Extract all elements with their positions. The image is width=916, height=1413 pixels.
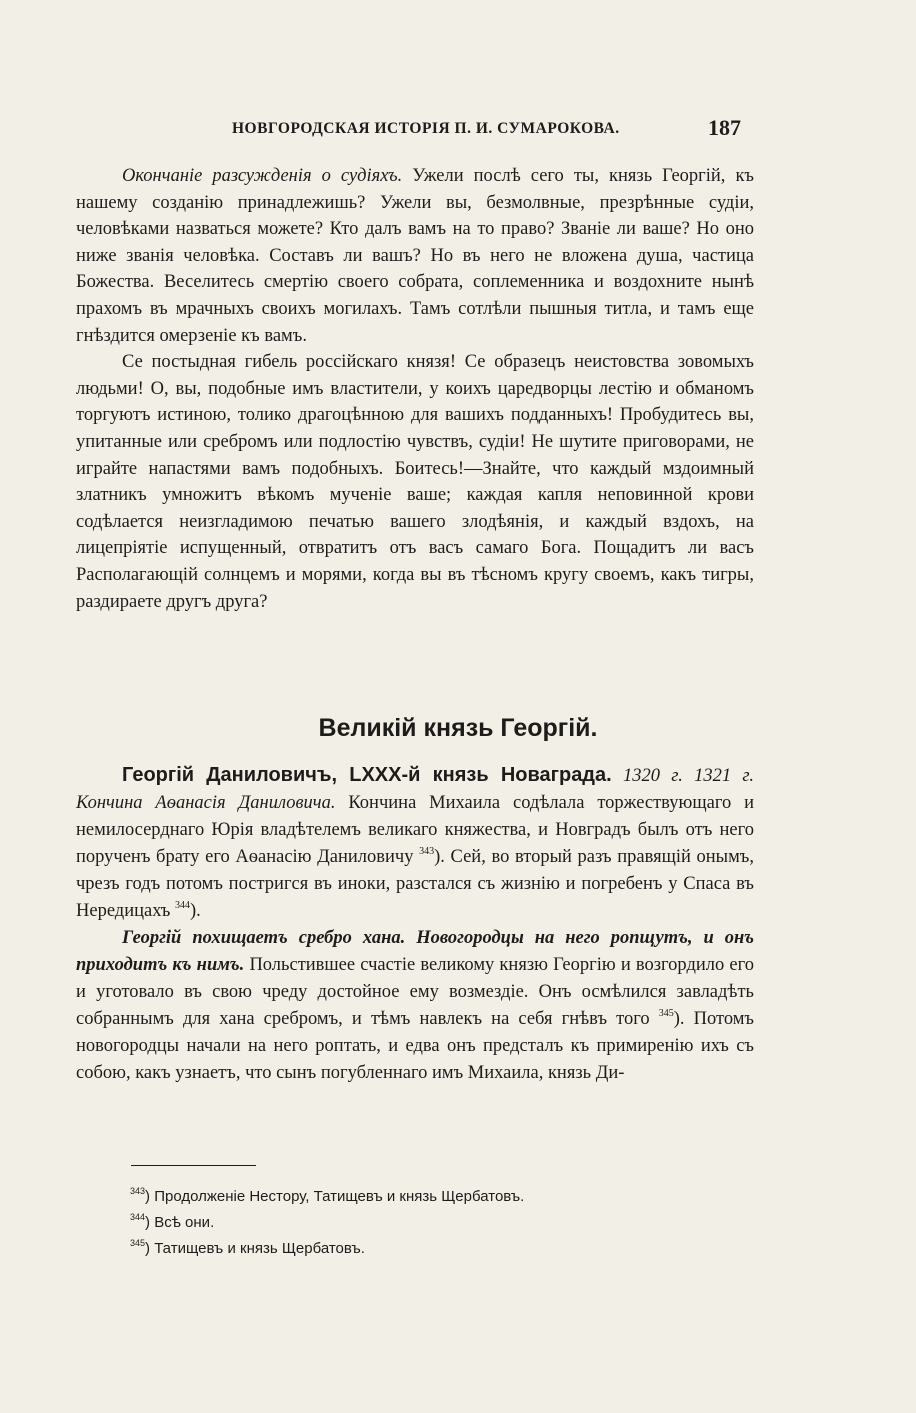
- chapter-text: [76, 762, 754, 1087]
- paragraph-text: ). Сей, во вторый разъ правящій онымъ, чрезъ годъ потомъ постригся въ иноки, разстался съ жизнію и погребенъ у Спаса въ Нередицахъ: [76, 847, 754, 921]
- footnote-divider: [131, 1165, 256, 1166]
- chapter-heading: Георгій Даниловичъ, LXXX-й князь Новаграда.: [122, 764, 612, 786]
- paragraph-text: ). Потомъ новогородцы начали на него роптать, и едва онъ предсталъ къ примиренію ихъ съ собою, какъ узнаетъ, что сынъ погубленнаго имъ Михаила, князь Ди-: [76, 1009, 754, 1083]
- section-title: Великій князь Георгій.: [318, 714, 598, 742]
- footnote-number: 344: [130, 1212, 146, 1222]
- paragraph: [76, 762, 754, 925]
- footnote: [130, 1236, 750, 1262]
- paragraph: [76, 163, 754, 349]
- paragraph: [76, 925, 754, 1087]
- marginal-heading: Окончаніе разсужденія о судіяхъ.: [122, 166, 403, 186]
- footnote-ref: 344: [174, 900, 190, 911]
- footnote: [130, 1210, 750, 1236]
- footnote-ref: 343: [419, 846, 435, 857]
- paragraph-text: Польстившее счастіе великому князю Георгію и возгордило его и уготовало въ свою чреду достойное ему возмездіе. Онъ осмѣлился завладѣть собраннымъ для хана сребромъ, и тѣмъ навлекъ на себя гнѣвъ того: [76, 955, 754, 1029]
- marginal-heading: Кончина Аѳанасія Даниловича.: [76, 793, 336, 813]
- page-number: 187: [708, 115, 741, 140]
- paragraph-text: ).: [189, 901, 201, 921]
- footnote-ref: 345: [658, 1008, 674, 1019]
- footnote-text: ) Татищевъ и князь Щербатовъ.: [145, 1240, 365, 1257]
- footnote-text: ) Всѣ они.: [145, 1214, 215, 1231]
- footnotes: [130, 1184, 750, 1262]
- paragraph: [76, 349, 754, 615]
- chapter-years: 1320 г. 1321 г.: [611, 766, 754, 786]
- paragraph-text: Ужели послѣ сего ты, князь Георгій, къ нашему созданію принадлежишь? Ужели вы, безмолвные, презрѣнные судіи, человѣками назваться можете? Кто далъ вамъ на то право? Званіе ли ваше? Но оно ниже званія человѣка. Составъ ли вашъ? Но въ него не вложена душа, частица Божества. Веселитесь смертію своего собрата, соплеменника и воздохните нынѣ прахомъ въ мрачныхъ своихъ могилахъ. Тамъ сотлѣли пышныя титла, и тамъ еще гнѣздится омерзеніе къ вамъ.: [76, 166, 754, 346]
- running-title: НОВГОРОДСКАЯ ИСТОРІЯ П. И. СУМАРОКОВА.: [232, 120, 620, 137]
- marginal-heading: Георгій похищаетъ сребро хана. Новогородцы на него ропщутъ, и онъ приходитъ къ нимъ.: [76, 928, 754, 975]
- footnote-number: 345: [130, 1238, 146, 1248]
- paragraph-text: Кончина Михаила содѣлала торжествующаго и немилосерднаго Юрія владѣтелемъ великаго княжества, и Новградъ былъ отъ него порученъ брату его Аѳанасію Даниловичу: [76, 793, 754, 867]
- footnote: [130, 1184, 750, 1210]
- paragraph-text: Се постыдная гибель россійскаго князя! Се образецъ неистовства зовомыхъ людьми! О, вы, подобные имъ властители, у коихъ царедворцы лестію и обманомъ торгуютъ истиною, толико драгоцѣнною для вашихъ подданныхъ! Пробудитесь вы, упитанные или сребромъ или подлостію чувствъ, судіи! Не шутите приговорами, не играйте напастями вамъ подобныхъ. Боитесь!—Знайте, что каждый мздоимный златникъ умножитъ вѣкомъ мученіе ваше; каждая капля неповинной крови содѣлается неизгладимою печатью вашего злодѣянія, и каждый вздохъ, на лицепріятіе испущенный, отвратитъ отъ васъ самаго Бога. Пощадитъ ли васъ Располагающій солнцемъ и морями, когда вы въ тѣсномъ кругу своемъ, какъ тигры, раздираете другъ друга?: [76, 352, 754, 612]
- main-text: [76, 163, 754, 615]
- footnote-number: 343: [130, 1186, 146, 1196]
- footnote-text: ) Продолженіе Нестору, Татищевъ и князь Щербатовъ.: [145, 1188, 525, 1205]
